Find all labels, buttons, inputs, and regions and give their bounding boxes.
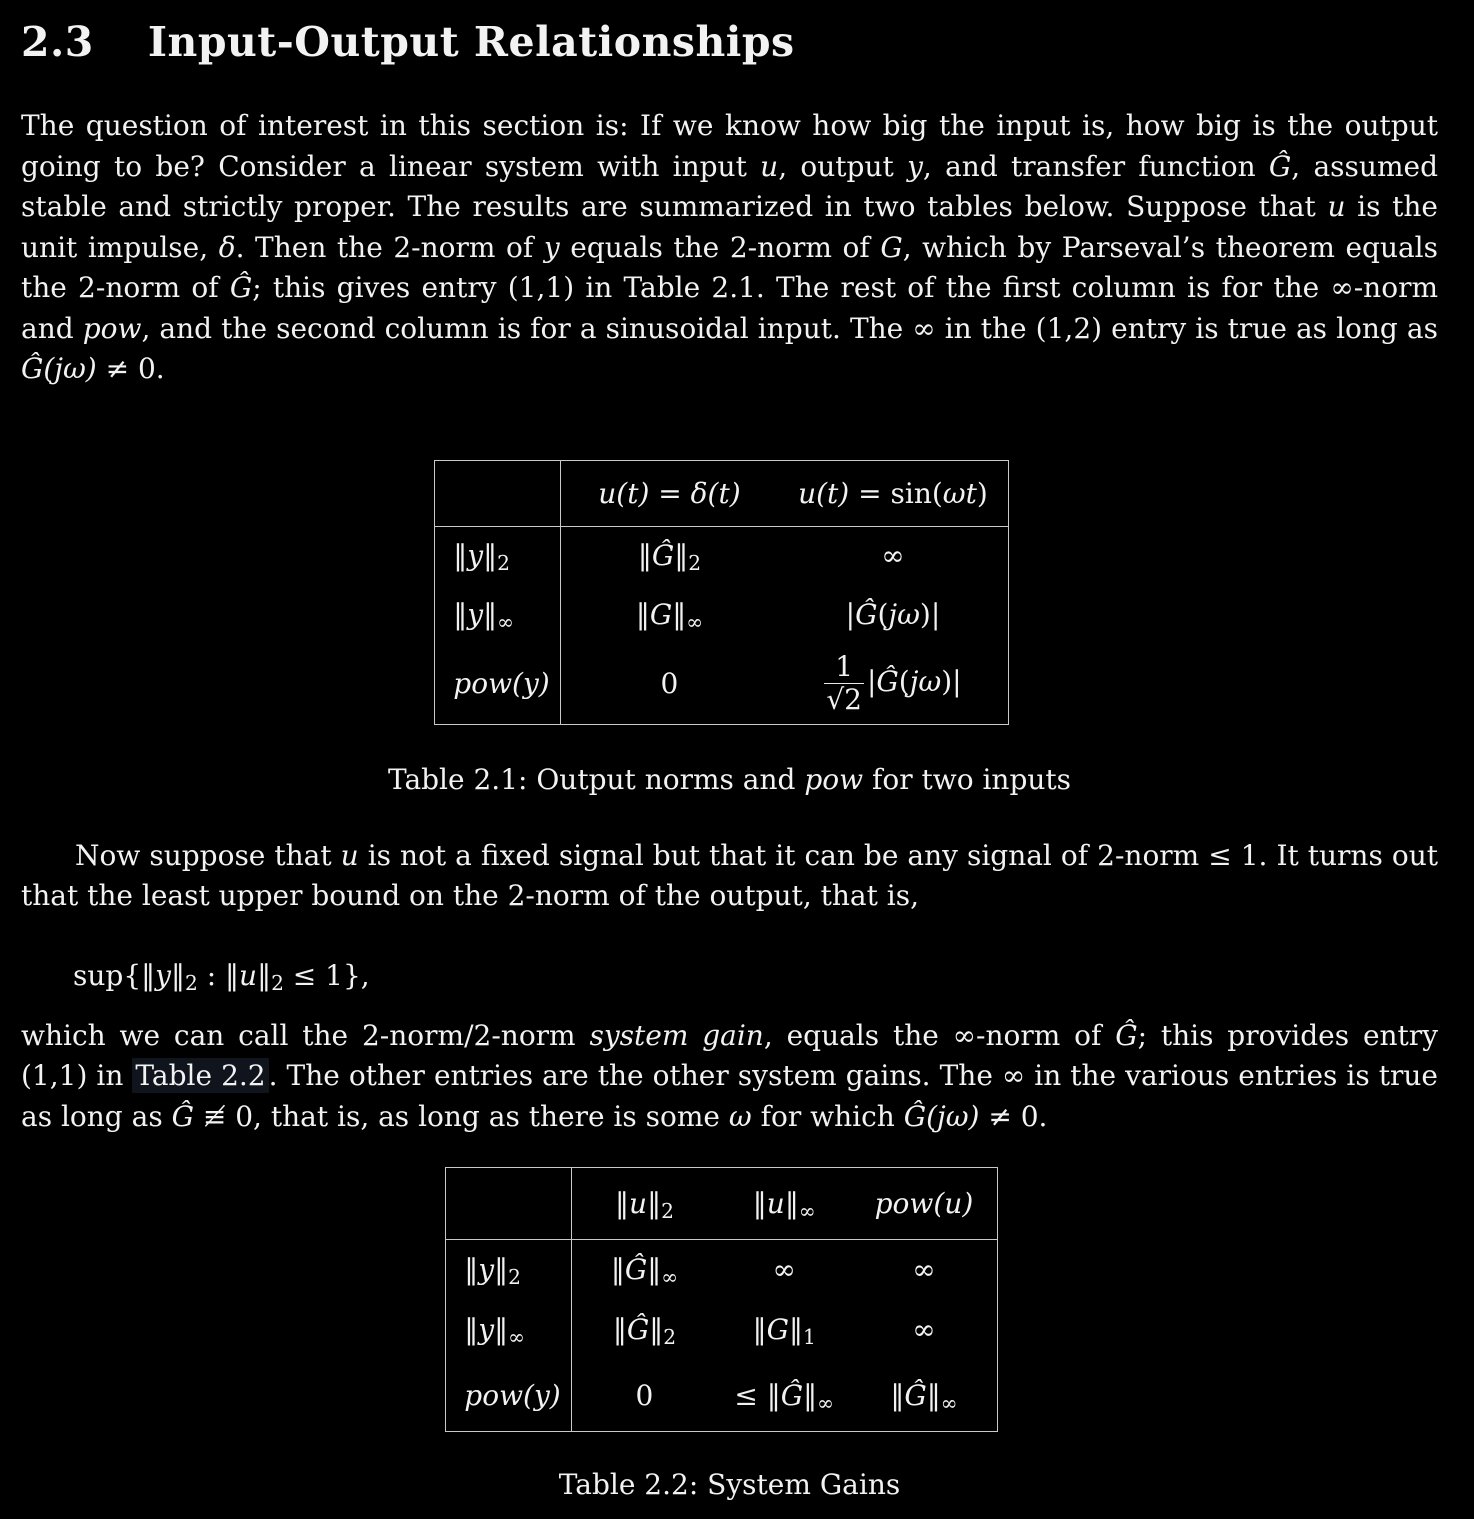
fraction-denominator: √2 — [826, 683, 862, 717]
text-segment: ‖ — [610, 1253, 625, 1287]
text-segment: Ĝ — [876, 665, 899, 699]
text-segment: y — [467, 597, 484, 631]
text-segment: ‖ — [649, 1313, 664, 1346]
text-segment: sup{‖ — [73, 958, 156, 992]
text-segment: ) — [976, 476, 988, 510]
table-corner-cell — [435, 460, 560, 526]
text-segment: which we can call the 2-norm/2-norm — [21, 1018, 590, 1052]
paragraph-now-suppose — [21, 836, 1438, 917]
text-segment: Ĝ(jω) — [21, 352, 97, 385]
text-segment: ‖ — [483, 538, 498, 572]
text-segment: ‖ — [672, 597, 687, 631]
text-segment: . Then the 2-norm of — [235, 230, 544, 264]
column-header-powu — [851, 1168, 997, 1240]
table-2-1-wrapper — [13, 460, 1430, 725]
text-segment: ‖ — [637, 538, 652, 572]
row-label-powy — [435, 644, 560, 724]
section-title: Input-Output Relationships — [147, 18, 795, 66]
text-segment: for two inputs — [863, 762, 1072, 796]
table-2-2-wrapper — [13, 1167, 1430, 1432]
text-segment: ‖ — [752, 1187, 767, 1220]
text-segment: ‖ — [257, 958, 272, 992]
section-heading — [21, 18, 1438, 66]
table-row — [446, 1360, 997, 1432]
text-segment: pow — [82, 311, 142, 345]
column-header-impulse — [560, 460, 778, 526]
column-header-uinf — [717, 1168, 851, 1240]
text-segment: 2 — [688, 550, 702, 575]
table-cell — [851, 1300, 997, 1360]
table-2-2 — [445, 1167, 997, 1432]
text-segment: ( — [898, 665, 910, 699]
section-number: 2.3 — [21, 18, 94, 66]
table-cell — [851, 1240, 997, 1300]
table-2-1-caption — [21, 759, 1438, 800]
text-segment: ‖ — [464, 1253, 479, 1287]
text-segment: ; this provides entry (1,1) in — [21, 1018, 1439, 1092]
text-segment: ‖ — [674, 538, 689, 572]
text-segment: is the unit impulse, — [21, 190, 1438, 264]
text-segment: y — [543, 230, 560, 264]
text-segment: ‖ — [752, 1313, 767, 1346]
column-header-sinusoid — [778, 460, 1008, 526]
paragraph-system-gain — [21, 1016, 1438, 1138]
table-cell — [560, 644, 778, 724]
text-segment: ‖ — [453, 597, 468, 631]
table-cell — [851, 1360, 997, 1432]
table-cell — [778, 644, 1008, 724]
table-cell — [717, 1240, 851, 1300]
text-segment: , and the second column is for a sinusoidal input. The ∞ in the (1,2) entry is true as long as — [141, 311, 1438, 345]
text-segment: Ĝ — [229, 271, 253, 304]
text-segment: ‖ — [803, 1378, 818, 1412]
text-segment: pow(y) — [453, 667, 550, 701]
text-segment: ωt — [942, 476, 977, 510]
text-segment: The question of interest in this section is: If we know how big the input is, how big is the output going to be? Consider a linear system with input — [21, 109, 1438, 183]
table-row — [435, 644, 1008, 724]
table-2-1 — [434, 460, 1008, 725]
text-segment: u(t) — [798, 476, 850, 510]
text-segment: , equals the ∞-norm of — [763, 1018, 1116, 1052]
text-segment: 2 — [497, 550, 510, 575]
text-segment: ‖ — [494, 1253, 509, 1287]
text-segment: G — [649, 597, 673, 631]
row-label-y2 — [435, 526, 560, 584]
text-segment: G — [766, 1313, 789, 1346]
table-2-2-header-row — [446, 1168, 997, 1240]
text-segment: , output — [778, 149, 908, 183]
row-label-yinf — [446, 1300, 571, 1360]
text-segment: y — [155, 958, 171, 992]
text-segment: u — [766, 1187, 785, 1220]
text-segment: ≢ 0, that is, as long as there is some — [193, 1099, 729, 1133]
text-segment: Ĝ — [1268, 149, 1292, 183]
text-segment: ∞ — [912, 1313, 936, 1346]
table-row — [435, 526, 1008, 584]
table-2-2-caption — [21, 1464, 1438, 1505]
fraction-numerator: 1 — [835, 650, 854, 684]
table-cell — [571, 1300, 717, 1360]
text-segment: Now suppose that — [75, 838, 341, 872]
text-segment: ‖ — [635, 597, 650, 631]
table-corner-cell — [446, 1168, 571, 1240]
text-segment: . The other entries are the other system gains. The ∞ in the various entries is true as long as — [21, 1059, 1438, 1133]
text-segment: ∞ — [798, 1198, 816, 1223]
row-label-y2 — [446, 1240, 571, 1300]
text-segment: 0 — [635, 1378, 654, 1412]
row-label-yinf — [435, 584, 560, 644]
text-segment: Ĝ — [626, 1313, 650, 1346]
text-segment: ‖ — [483, 597, 498, 631]
text-segment: G — [880, 230, 903, 264]
table-2-1-header-row — [435, 460, 1008, 526]
text-segment: = — [649, 476, 691, 510]
text-segment: )| — [919, 597, 941, 631]
text-segment: u — [1327, 190, 1346, 223]
text-segment: ∞ — [881, 538, 905, 572]
table-cell — [717, 1300, 851, 1360]
text-segment: | — [866, 665, 877, 699]
text-segment: is not a fixed signal but that it can be any signal of 2-norm ≤ 1. It turns out that the least upper bound on the 2-norm of the output, that is, — [21, 838, 1438, 912]
text-segment: ≤ 1}, — [283, 958, 370, 992]
text-segment: ω — [728, 1099, 752, 1133]
table-cell — [571, 1360, 717, 1432]
text-segment: , assumed stable and strictly proper. The results are summarized in two tables below. Suppose that — [21, 149, 1438, 223]
text-segment: 2 — [184, 970, 198, 995]
table-2-2-link[interactable]: Table 2.2 — [132, 1058, 268, 1093]
text-segment: , which by Parseval’s theorem equals the 2-norm of — [21, 230, 1438, 304]
text-segment: ∞ — [940, 1390, 958, 1415]
text-segment: ; this gives entry (1,1) in Table 2.1. The rest of the first column is for the ∞-norm and — [21, 271, 1438, 345]
table-row — [446, 1240, 997, 1300]
text-segment: ≠ 0. — [96, 352, 165, 385]
text-segment: ∞ — [686, 609, 704, 634]
text-segment: | — [845, 597, 856, 631]
text-segment: y — [907, 149, 923, 183]
text-segment: for which — [751, 1099, 904, 1133]
text-segment: u(t) — [598, 476, 650, 510]
table-cell — [560, 584, 778, 644]
table-cell — [717, 1360, 851, 1432]
sup-norm-formula — [73, 955, 1438, 996]
text-segment: Table 2.1: Output norms and — [387, 762, 805, 796]
text-segment: Ĝ — [1115, 1018, 1138, 1052]
text-segment: y — [467, 538, 484, 572]
text-segment: u — [760, 149, 779, 183]
text-segment: 2 — [271, 970, 284, 995]
text-segment: u — [340, 838, 359, 872]
text-segment: ‖ — [494, 1313, 509, 1346]
text-segment: ‖ — [784, 1187, 799, 1220]
text-segment: 0 — [660, 667, 679, 701]
text-segment: system gain — [589, 1018, 764, 1052]
text-segment: 2 — [663, 1324, 677, 1349]
text-segment: , and transfer function — [922, 149, 1269, 183]
paragraph-intro — [21, 106, 1438, 390]
text-segment: ‖ — [890, 1378, 905, 1412]
text-segment: δ(t) — [690, 476, 741, 510]
text-segment: jω — [888, 597, 920, 631]
table-cell — [778, 526, 1008, 584]
text-segment: ‖ — [170, 958, 185, 992]
text-segment: ∞ — [508, 1324, 525, 1349]
text-segment: 2 — [661, 1198, 674, 1223]
text-segment: ≤ ‖ — [734, 1378, 781, 1412]
text-segment: ∞ — [497, 609, 514, 634]
text-segment: u — [239, 958, 258, 992]
text-segment: pow — [804, 762, 864, 796]
text-segment: ‖ — [647, 1187, 662, 1220]
row-label-powy — [446, 1360, 571, 1432]
text-segment: jω — [909, 665, 942, 699]
text-segment: 2 — [508, 1265, 521, 1290]
text-segment: 1 — [802, 1324, 816, 1349]
text-segment: : ‖ — [197, 958, 240, 992]
text-segment: Ĝ(jω) — [903, 1099, 980, 1133]
text-segment: ∞ — [817, 1390, 834, 1415]
text-segment: ‖ — [647, 1253, 662, 1287]
text-segment: Ĝ — [855, 597, 878, 631]
table-cell — [571, 1240, 717, 1300]
table-cell — [560, 526, 778, 584]
text-segment: ∞ — [912, 1253, 936, 1287]
text-segment: Table 2.2: System Gains — [558, 1468, 901, 1501]
table-row — [446, 1300, 997, 1360]
text-segment: ≠ 0. — [979, 1099, 1048, 1133]
text-segment: ∞ — [772, 1253, 796, 1287]
text-segment: pow(y) — [464, 1378, 561, 1412]
text-segment: y — [478, 1313, 495, 1346]
text-segment: = sin( — [849, 476, 943, 510]
text-segment: ‖ — [615, 1187, 630, 1220]
text-segment: u — [629, 1187, 648, 1220]
text-segment: Ĝ — [171, 1099, 194, 1133]
text-segment: Ĝ — [904, 1378, 927, 1412]
text-segment: y — [478, 1253, 495, 1287]
text-segment: ‖ — [926, 1378, 941, 1412]
text-segment: ‖ — [788, 1313, 803, 1346]
text-segment: ( — [877, 597, 889, 631]
text-segment: Ĝ — [624, 1253, 648, 1287]
text-segment: Ĝ — [651, 538, 675, 572]
text-segment: ‖ — [453, 538, 468, 572]
table-cell — [778, 584, 1008, 644]
text-segment: ∞ — [661, 1265, 679, 1290]
text-segment: pow(u) — [874, 1187, 974, 1220]
text-segment: equals the 2-norm of — [559, 230, 881, 264]
text-segment: )| — [941, 665, 962, 699]
column-header-u2 — [571, 1168, 717, 1240]
text-segment: ‖ — [612, 1313, 627, 1346]
text-segment: δ — [218, 230, 236, 264]
text-segment: Ĝ — [780, 1378, 804, 1412]
fraction — [824, 651, 864, 716]
text-segment: ‖ — [464, 1313, 479, 1346]
table-row — [435, 584, 1008, 644]
